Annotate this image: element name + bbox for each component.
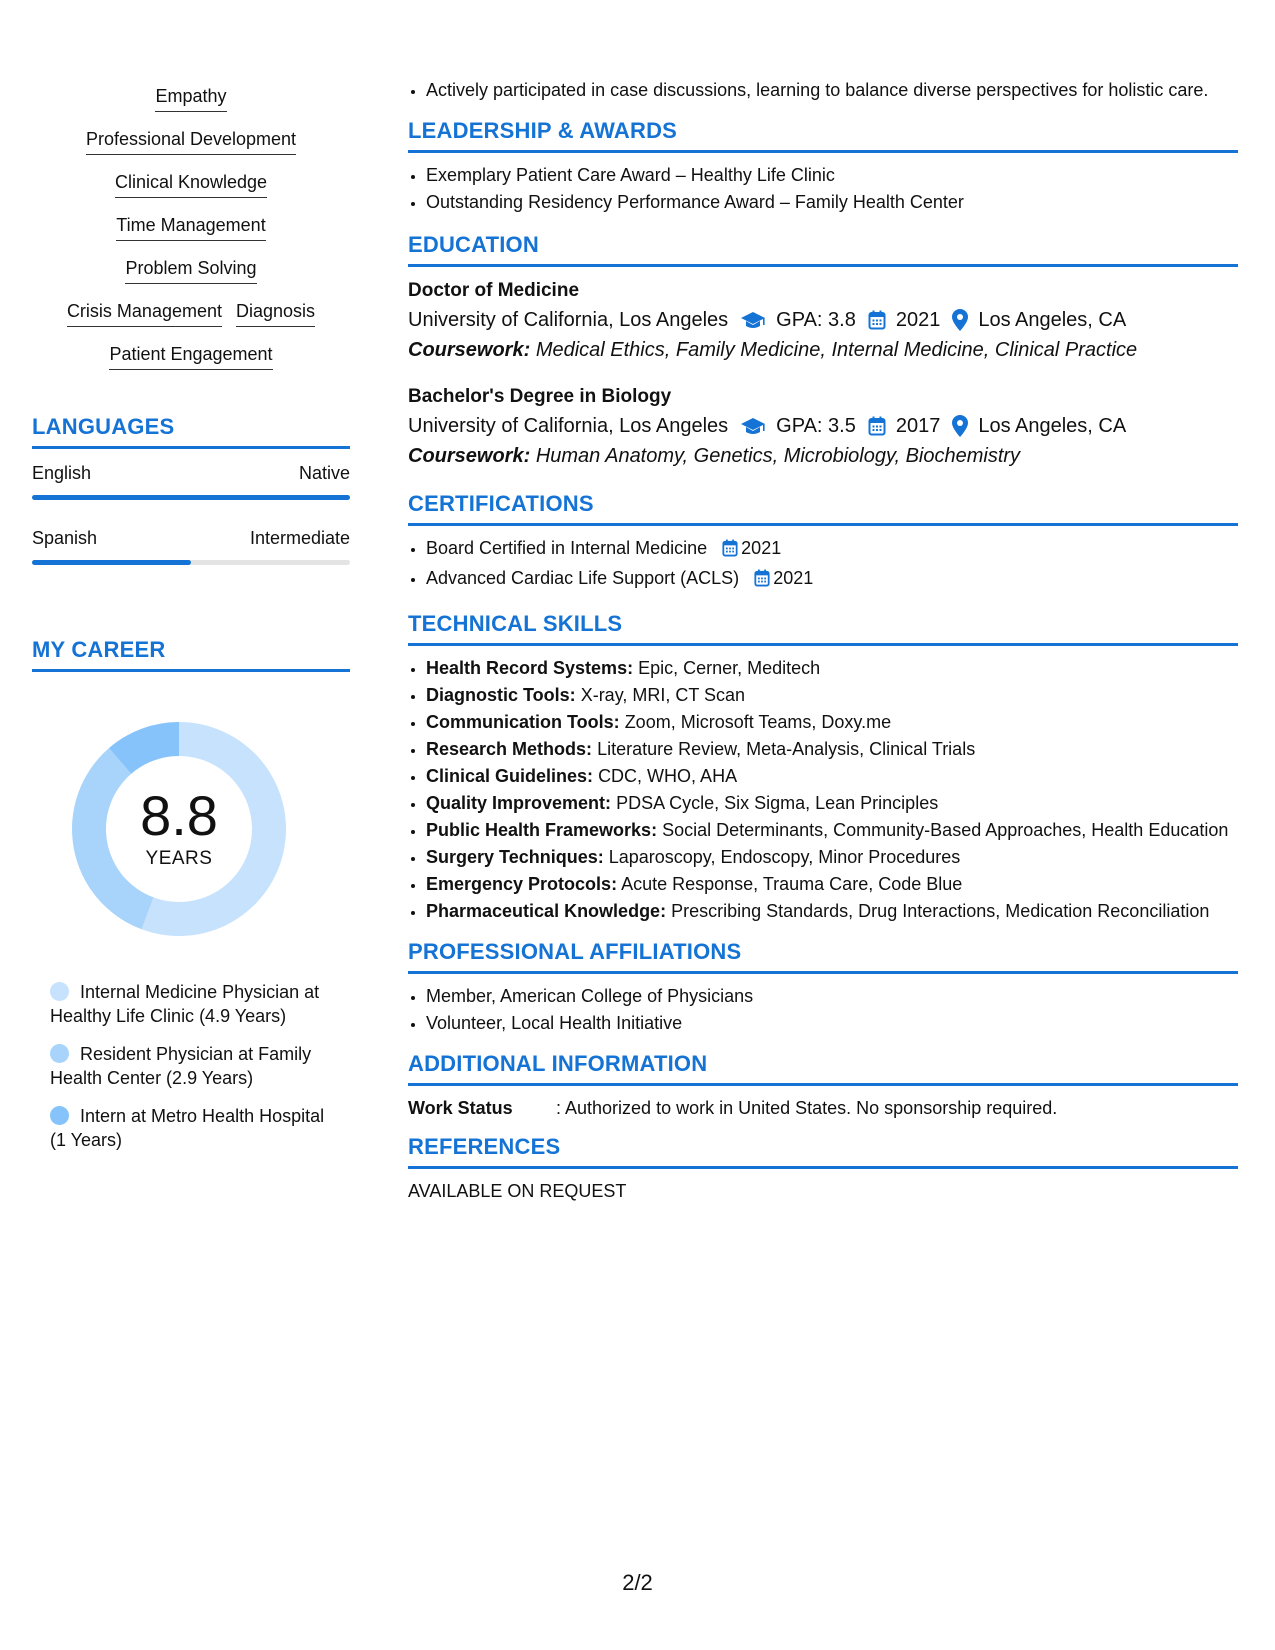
skill-values: PDSA Cycle, Six Sigma, Lean Principles <box>616 793 939 813</box>
affiliations-list <box>408 984 1238 1035</box>
education-entry <box>408 277 1238 365</box>
language-item <box>32 528 350 565</box>
coursework-label: Coursework: <box>408 339 531 361</box>
technical-skill-item <box>426 737 1238 761</box>
technical-skill-item <box>426 710 1238 734</box>
skill-tag: Empathy <box>155 84 226 112</box>
language-level-bar <box>32 495 350 500</box>
certification-name: Board Certified in Internal Medicine <box>426 538 708 558</box>
skill-tag: Clinical Knowledge <box>115 170 267 198</box>
references-heading: REFERENCES <box>408 1134 1238 1169</box>
education-meta <box>408 411 1238 441</box>
calendar-icon <box>868 416 886 436</box>
coursework <box>408 441 1238 471</box>
legend-item <box>50 1104 340 1152</box>
legend-dot <box>50 982 69 1001</box>
map-pin-icon <box>952 309 968 331</box>
language-name: English <box>32 463 92 483</box>
map-pin-icon <box>952 415 968 437</box>
technical-skill-item <box>426 845 1238 869</box>
gpa: GPA: 3.8 <box>776 309 856 331</box>
graduation-cap-icon <box>740 310 766 330</box>
donut-center <box>64 714 294 944</box>
skill-values: Zoom, Microsoft Teams, Doxy.me <box>624 712 892 732</box>
certification-item <box>426 536 1238 563</box>
leadership-heading: LEADERSHIP & AWARDS <box>408 118 1238 153</box>
technical-skills-list <box>408 656 1238 923</box>
school-location: Los Angeles, CA <box>978 415 1127 437</box>
certifications-list <box>408 536 1238 593</box>
additional-info-heading: ADDITIONAL INFORMATION <box>408 1051 1238 1086</box>
award-item: • Exemplary Patient Care Award – Healthy Life Clinic <box>426 163 1238 187</box>
legend-label: Intern at Metro Health Hospital (1 Years) <box>50 1106 325 1150</box>
skill-category: Diagnostic Tools: <box>426 685 576 705</box>
career-total-unit: YEARS <box>145 848 213 869</box>
technical-skill-item <box>426 764 1238 788</box>
technical-skill-item <box>426 683 1238 707</box>
legend-dot <box>50 1106 69 1125</box>
left-column <box>32 84 350 1166</box>
education-entry <box>408 383 1238 471</box>
experience-bullets <box>408 78 1238 102</box>
technical-skills-heading: TECHNICAL SKILLS <box>408 611 1238 646</box>
coursework-list: Medical Ethics, Family Medicine, Internal Medicine, Clinical Practice <box>535 339 1138 361</box>
language-level-fill <box>32 560 191 565</box>
skill-values: CDC, WHO, AHA <box>598 766 738 786</box>
language-level-fill <box>32 495 350 500</box>
work-status-value: : Authorized to work in United States. No sponsorship required. <box>556 1098 1058 1118</box>
affiliation-item: • Volunteer, Local Health Initiative <box>426 1011 1238 1035</box>
affiliations-heading: PROFESSIONAL AFFILIATIONS <box>408 939 1238 974</box>
school-name: University of California, Los Angeles <box>408 415 729 437</box>
calendar-icon <box>722 539 738 563</box>
skill-tag: Diagnosis <box>236 299 315 327</box>
career-donut-chart <box>64 714 294 944</box>
skill-category: Surgery Techniques: <box>426 847 604 867</box>
career-heading: MY CAREER <box>32 637 350 672</box>
skill-values: Epic, Cerner, Meditech <box>638 658 821 678</box>
calendar-icon <box>868 310 886 330</box>
school-name: University of California, Los Angeles <box>408 309 729 331</box>
technical-skill-item <box>426 656 1238 680</box>
page-number: 2/2 <box>622 1570 653 1595</box>
skill-values: Prescribing Standards, Drug Interactions, Medication Reconciliation <box>671 901 1210 921</box>
skill-tag: Crisis Management <box>67 299 222 327</box>
degree-title: Bachelor's Degree in Biology <box>408 386 672 407</box>
language-item <box>32 463 350 500</box>
legend-item <box>50 980 340 1028</box>
skill-tag: Professional Development <box>86 127 296 155</box>
coursework-list: Human Anatomy, Genetics, Microbiology, Biochemistry <box>535 445 1021 467</box>
school-location: Los Angeles, CA <box>978 309 1127 331</box>
legend-label: Internal Medicine Physician at Healthy Life Clinic (4.9 Years) <box>50 982 320 1026</box>
skill-values: Literature Review, Meta-Analysis, Clinical Trials <box>597 739 976 759</box>
skill-category: Emergency Protocols: <box>426 874 618 894</box>
skill-values: Social Determinants, Community-Based Approaches, Health Education <box>662 820 1229 840</box>
certification-name: Advanced Cardiac Life Support (ACLS) <box>426 568 740 588</box>
skill-category: Pharmaceutical Knowledge: <box>426 901 667 921</box>
technical-skill-item <box>426 899 1238 923</box>
career-legend <box>50 980 340 1152</box>
experience-bullet: • Actively participated in case discussions, learning to balance diverse perspectives for holistic care. <box>426 78 1238 102</box>
coursework <box>408 335 1238 365</box>
certification-year: 2021 <box>741 538 782 558</box>
skill-category: Health Record Systems: <box>426 658 634 678</box>
skill-tag: Patient Engagement <box>109 342 272 370</box>
graduation-year: 2021 <box>895 309 941 331</box>
legend-item <box>50 1042 340 1090</box>
technical-skill-item <box>426 818 1238 842</box>
language-level: Native <box>298 463 350 483</box>
skill-values: Acute Response, Trauma Care, Code Blue <box>621 874 963 894</box>
language-level: Intermediate <box>249 528 350 548</box>
calendar-icon <box>754 569 770 593</box>
certification-year: 2021 <box>773 568 814 588</box>
leadership-list <box>408 163 1238 214</box>
certification-item <box>426 566 1238 593</box>
technical-skill-item <box>426 791 1238 815</box>
languages-heading: LANGUAGES <box>32 414 350 449</box>
skill-category: Clinical Guidelines: <box>426 766 594 786</box>
skills-list <box>32 84 350 370</box>
legend-dot <box>50 1044 69 1063</box>
skill-values: Laparoscopy, Endoscopy, Minor Procedures <box>608 847 961 867</box>
graduation-year: 2017 <box>895 415 941 437</box>
skill-tag: Problem Solving <box>125 256 256 284</box>
award-item: • Outstanding Residency Performance Award – Family Health Center <box>426 190 1238 214</box>
language-level-bar <box>32 560 350 565</box>
right-column <box>408 78 1238 1203</box>
work-status-label: Work Status <box>408 1098 513 1118</box>
technical-skill-item <box>426 872 1238 896</box>
degree-title: Doctor of Medicine <box>408 280 580 301</box>
references-text: AVAILABLE ON REQUEST <box>408 1181 627 1201</box>
skill-category: Research Methods: <box>426 739 593 759</box>
skill-category: Quality Improvement: <box>426 793 612 813</box>
certifications-heading: CERTIFICATIONS <box>408 491 1238 526</box>
skill-category: Communication Tools: <box>426 712 620 732</box>
coursework-label: Coursework: <box>408 445 531 467</box>
skill-values: X-ray, MRI, CT Scan <box>580 685 746 705</box>
education-meta <box>408 305 1238 335</box>
gpa: GPA: 3.5 <box>776 415 856 437</box>
legend-label: Resident Physician at Family Health Center (2.9 Years) <box>50 1044 312 1088</box>
language-name: Spanish <box>32 528 98 548</box>
career-total-years: 8.8 <box>140 784 218 847</box>
work-status-row <box>408 1096 1238 1120</box>
graduation-cap-icon <box>740 416 766 436</box>
skill-category: Public Health Frameworks: <box>426 820 658 840</box>
affiliation-item: • Member, American College of Physicians <box>426 984 1238 1008</box>
education-heading: EDUCATION <box>408 232 1238 267</box>
skill-tag: Time Management <box>116 213 265 241</box>
